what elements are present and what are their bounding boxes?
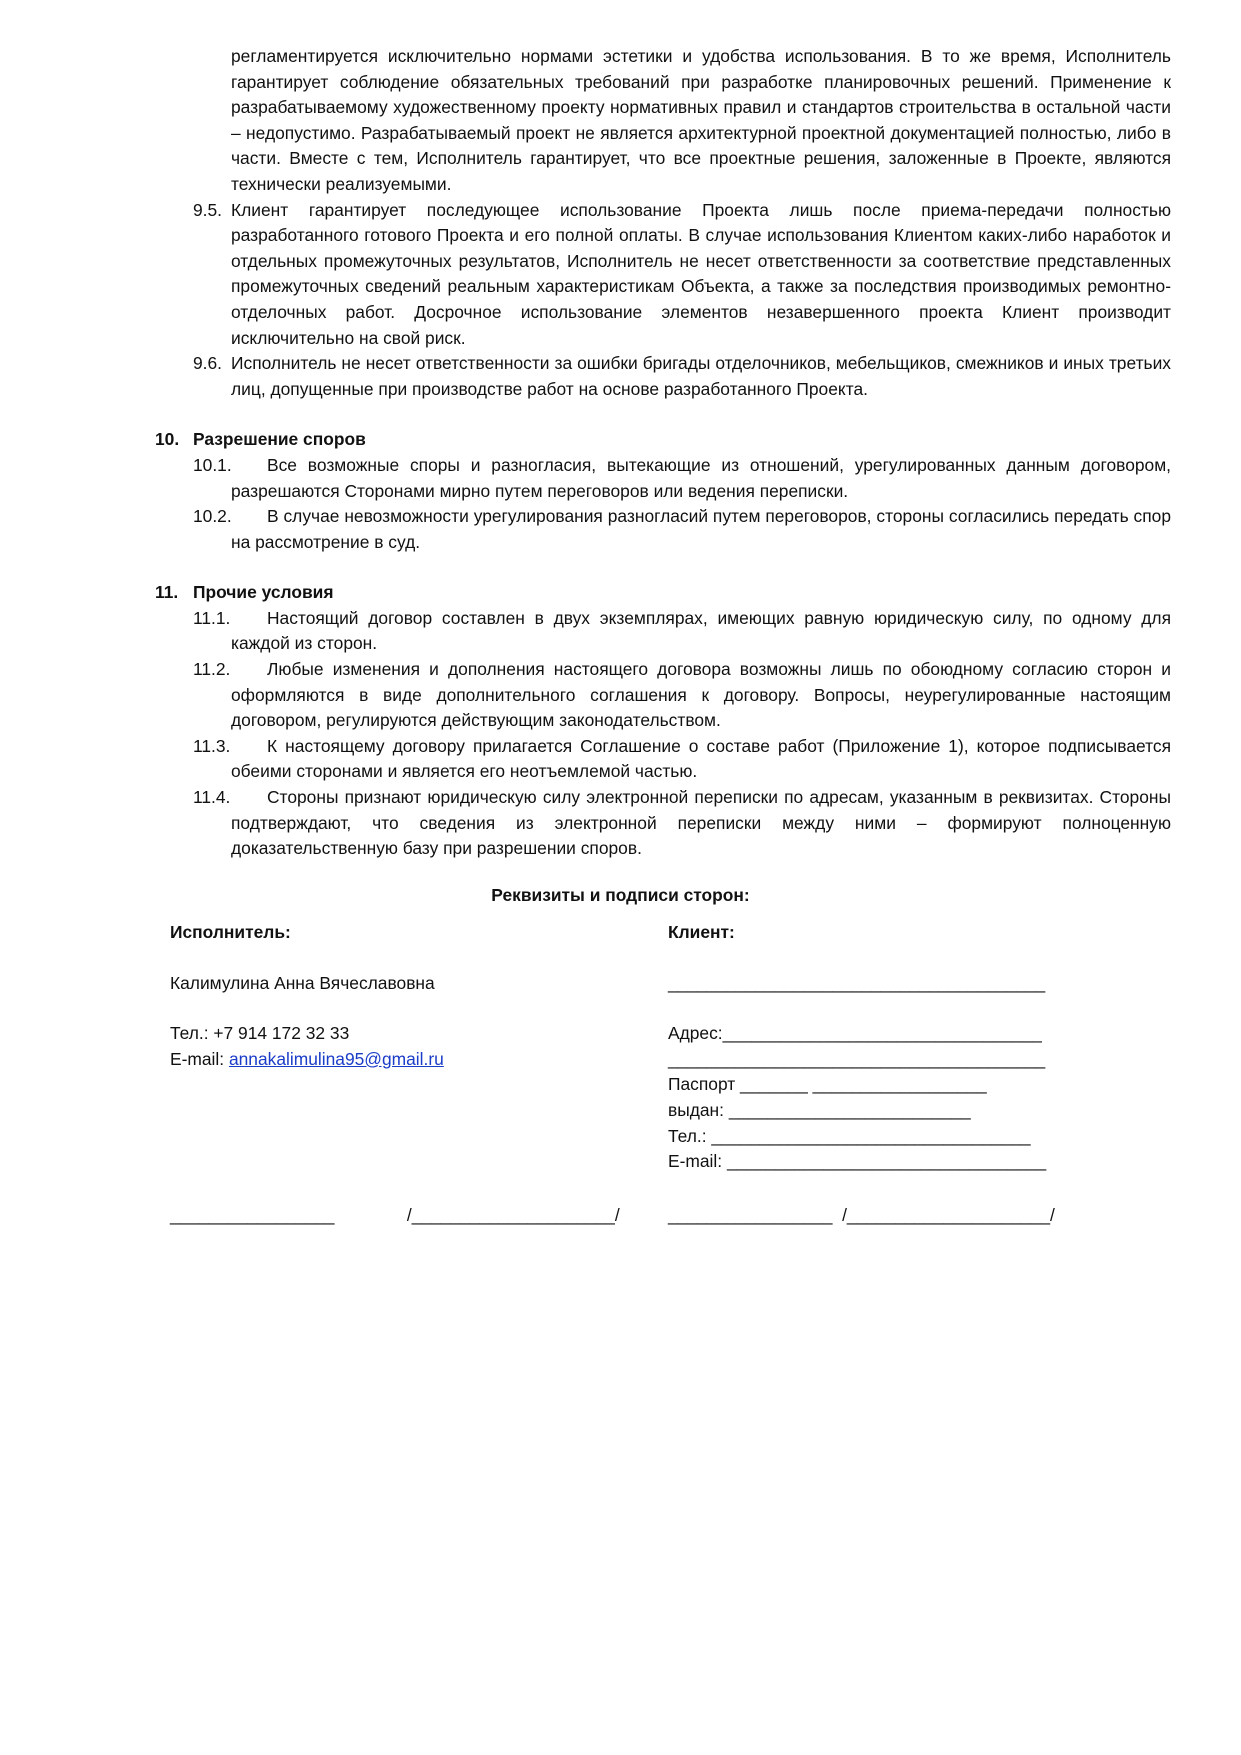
requisites-title: Реквизиты и подписи сторон: — [491, 885, 750, 905]
section-number: 10. — [155, 429, 180, 450]
clause-number: 10.1. — [193, 454, 232, 475]
clause-number: 11.2. — [193, 659, 231, 680]
clause-number: 11.1. — [193, 607, 231, 628]
clause-text: К настоящему договору прилагается Соглашение о составе работ (Приложение 1), которое подписывается обеими сторонами и является его неотъемлемой частью. — [231, 735, 1171, 782]
executor-email-link[interactable]: annakalimulina95@gmail.ru — [228, 1048, 444, 1069]
section-title: Разрешение споров — [193, 429, 366, 450]
client-email-field: E-mail: _________________________________ — [668, 1151, 1047, 1172]
contract-body — [155, 44, 1171, 862]
clause-text: Клиент гарантирует последующее использование Проекта лишь после приема-передачи полностью разработанного готового Проекта и его полной оплаты. В случае использования Клиентом каких-либо наработок и отдельных промежуточных результатов, Исполнитель не несет ответственности за соответствие представленных промежуточных сведений реальным характеристикам Объекта, а также за последствия производимых ремонтно-отделочных работ. Досрочное использование элементов незавершенного проекта Клиент производит исключительно на свой риск. — [231, 199, 1171, 348]
clause-number: 10.2. — [193, 506, 232, 527]
section-11-heading — [155, 580, 1171, 606]
executor-email-row — [170, 1047, 640, 1073]
clause-11-3 — [155, 734, 1171, 785]
executor-email-label: E-mail: — [170, 1048, 229, 1069]
clause-text: Все возможные споры и разногласия, вытекающие из отношений, урегулированных данным договором, разрешаются Сторонами мирно путем переговоров или ведения переписки. — [231, 454, 1171, 501]
executor-block — [170, 920, 640, 1072]
client-signature-line: _________________ /_____________________/ — [668, 1205, 1055, 1225]
clause-text: Исполнитель не несет ответственности за ошибки бригады отделочников, мебельщиков, смежников и иных третьих лиц, допущенные при производстве работ на основе разработанного Проекта. — [231, 353, 1171, 399]
clause-text: Стороны признают юридическую силу электронной переписки по адресам, указанным в реквизитах. Стороны подтверждают, что сведения из электронной переписки между ними – формируют полноценную доказательственную базу при разрешении споров. — [231, 787, 1171, 859]
clause-text: Настоящий договор составлен в двух экземплярах, имеющих равную юридическую силу, по одному для каждой из сторон. — [231, 607, 1171, 654]
clause-10-2 — [155, 504, 1171, 555]
section-10-heading — [155, 427, 1171, 453]
executor-signature-line: _________________ /_____________________/ — [170, 1205, 620, 1225]
client-heading: Клиент: — [668, 922, 735, 942]
clause-number: 11.4. — [193, 787, 231, 808]
clause-number: 9.6. — [193, 353, 223, 374]
executor-heading: Исполнитель: — [170, 922, 291, 942]
client-block — [668, 920, 1088, 1175]
clause-text: Любые изменения и дополнения настоящего договора возможны лишь по обоюдному согласию сторон и оформляются в виде дополнительного соглашения к договору. Вопросы, неурегулированные настоящим договором, регулируются действующим законодательством. — [231, 659, 1171, 731]
client-issued-field: выдан: _________________________ — [668, 1099, 971, 1120]
clause-10-1 — [155, 453, 1171, 504]
clause-9-5 — [155, 198, 1171, 352]
executor-name: Калимулина Анна Вячеславовна — [170, 972, 435, 993]
clause-11-2 — [155, 657, 1171, 734]
client-address-field-2: _______________________________________ — [668, 1048, 1046, 1069]
executor-phone: Тел.: +7 914 172 32 33 — [170, 1023, 350, 1044]
clause-11-1 — [155, 606, 1171, 657]
clause-number: 9.5. — [193, 199, 223, 220]
client-address-field: Адрес:_________________________________ — [668, 1023, 1042, 1044]
clause-number: 11.3. — [193, 735, 231, 756]
client-phone-field: Тел.: _________________________________ — [668, 1125, 1031, 1146]
clause-11-4 — [155, 785, 1171, 862]
clause-9-6 — [155, 351, 1171, 402]
client-name-field: _______________________________________ — [668, 972, 1046, 993]
section-number: 11. — [155, 582, 179, 603]
section-title: Прочие условия — [193, 582, 334, 603]
client-passport-field: Паспорт _______ __________________ — [668, 1074, 987, 1095]
paragraph-9-4-continuation: регламентируется исключительно нормами эстетики и удобства использования. В то же время, Исполнитель гарантирует соблюдение обязательных требований при разработке планировочных решений. Применение к разрабатываемому художественному проекту нормативных правил и стандартов строительства в остальной части – недопустимо. Разрабатываемый проект не является архитектурной проектной документацией полностью, либо в части. Вместе с тем, Исполнитель гарантирует, что все проектные решения, заложенные в Проекте, являются технически реализуемыми. — [231, 46, 1171, 194]
clause-text: В случае невозможности урегулирования разногласий путем переговоров, стороны согласились передать спор на рассмотрение в суд. — [231, 506, 1171, 552]
